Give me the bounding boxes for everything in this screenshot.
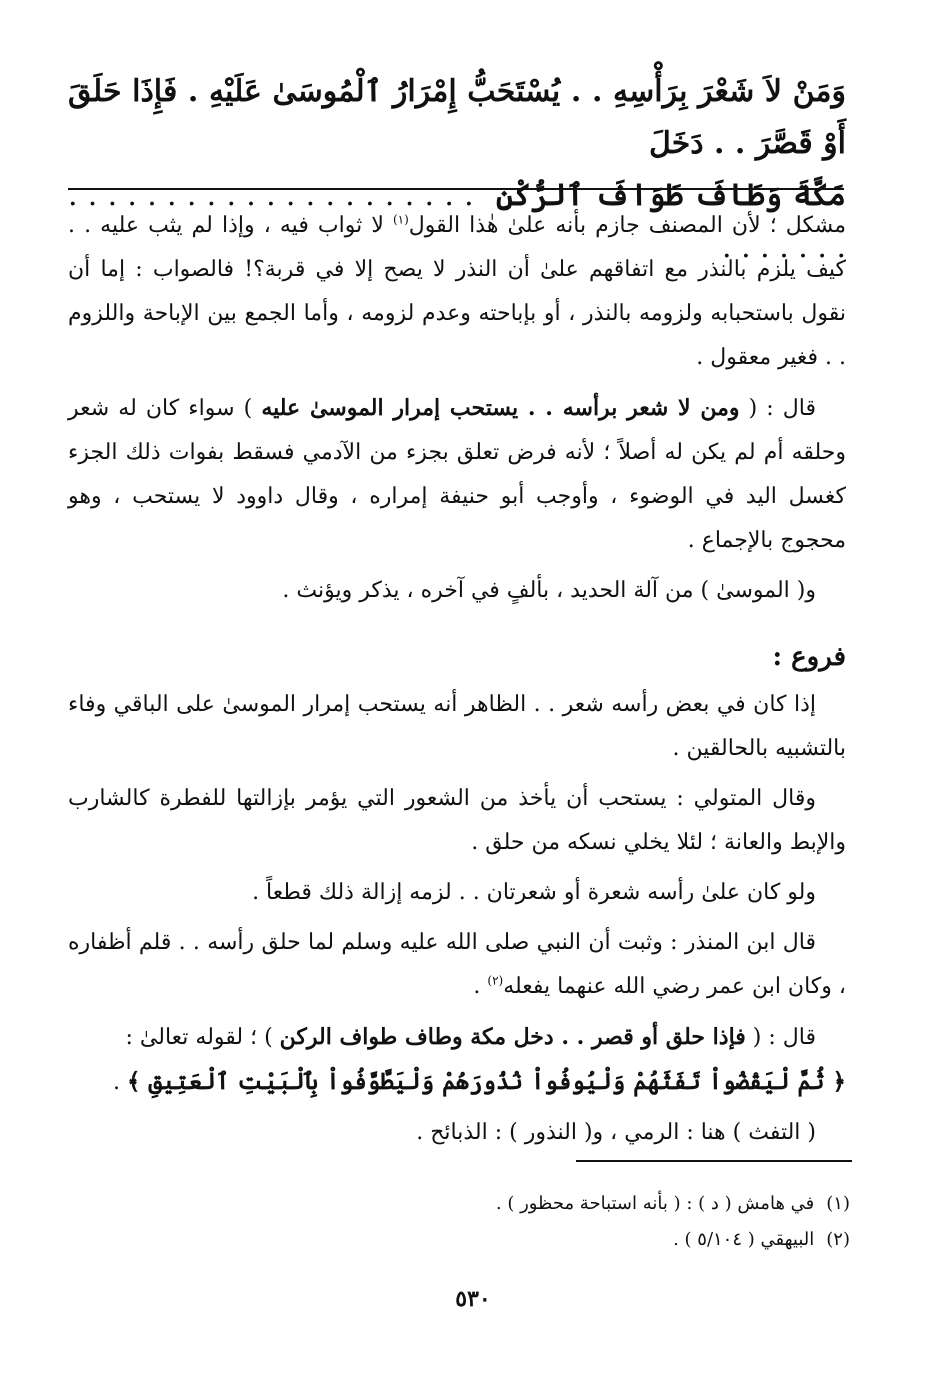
commentary-text [68,204,846,1161]
paragraph-8-quote: فإذا حلق أو قصر . . دخل مكة وطاف طواف الركن [279,1024,746,1050]
paragraph-3: و( الموسىٰ ) من آلة الحديد ، بألفٍ في آخره ، يذكر ويؤنث . [282,578,816,603]
matn-dots: . . . . . . . . . . . . . . . . . . . . . . . . . . . . [68,178,846,265]
paragraph-2-end: ) سواء كان له شعر وحلقه أم لم يكن له أصلاً ؛ لأنه فرض تعلق بجزء من الآدمي فسقط بفوات ذلك الجزء كغسل اليد في الوضوء ، وأوجب أبو حنيفة إمراره ، وقال داوود لا يستحب ، وهو محجوج بالإجماع . [68,396,846,553]
page-number: ٥٣٠ [455,1286,491,1312]
paragraph-6: ولو كان علىٰ رأسه شعرة أو شعرتان . . لزمه إزالة ذلك قطعاً . [252,880,816,905]
footnote-2-text: البيهقي ( ٥/١٠٤ ) . [673,1229,815,1250]
footnote-2 [68,1222,850,1258]
paragraph-2 [68,386,846,563]
paragraph-7-start: قال ابن المنذر : وثبت أن النبي صلى الله عليه وسلم لما حلق رأسه . . قلم أظفاره ، وكان ابن عمر رضي الله عنهما يفعله [68,930,846,999]
footnotes [68,1186,850,1258]
paragraph-1-end: لا ثواب فيه ، وإذا لم يثب عليه . . كيف يلزم بالنذر مع اتفاقهم علىٰ أن النذر لا يصح إلا في قربة؟! فالصواب : إما أن نقول باستحبابه ولزومه بالنذر ، أو بإباحته وعدم لزومه ، وأما الجمع بين الإباحة واللزوم . . فغير معقول . [68,213,846,370]
paragraph-1-start: مشكل ؛ لأن المصنف جازم بأنه علىٰ هٰذا القول [408,213,846,238]
footnote-2-number: (٢) [826,1229,850,1250]
footnote-1-number: (١) [826,1193,850,1214]
paragraph-8-end: ) ؛ لقوله تعالىٰ : [125,1025,280,1050]
footnote-1 [68,1186,850,1222]
footnote-divider [576,1160,852,1162]
paragraph-7-end: . [473,974,488,999]
paragraph-5: وقال المتولي : يستحب أن يأخذ من الشعور التي يؤمر بإزالتها للفطرة كالشارب والإبط والعانة ؛ لئلا يخلي نسكه من حلق . [68,786,846,855]
paragraph-1 [68,204,846,380]
paragraph-8 [68,1015,846,1105]
matn-line-1: وَمَنْ لاَ شَعْرَ بِرَأْسِهِ . . يُسْتَحَبُّ إِمْرَارُ ٱلْمُوسَىٰ عَلَيْهِ . فَإِذَا حَلَقَ أَوْ قَصَّرَ . . دَخَلَ [68,74,846,161]
footnote-ref-2: (٢) [487,973,504,988]
matn-divider [68,188,844,190]
paragraph-7 [68,921,846,1009]
paragraph-4: إذا كان في بعض رأسه شعر . . الظاهر أنه يستحب إمرار الموسىٰ على الباقي وفاء بالتشبيه بالحالقين . [68,692,846,761]
paragraph-2-quote: ومن لا شعر برأسه . . يستحب إمرار الموسىٰ عليه [261,395,740,421]
footnote-1-text: في هامش ( د ) : ( بأنه استباحة محظور ) . [495,1193,815,1214]
paragraph-8-start: قال : ( [745,1025,816,1050]
section-heading: فروع : [772,642,846,672]
quran-verse-end: . [113,1070,128,1095]
paragraph-2-start: قال : ( [739,396,816,421]
quran-verse: ﴿ ثُمَّ لْيَقْضُواْ تَفَثَهُمْ وَلْيُوفُواْ نُذُورَهُمْ وَلْيَطَّوَّفُواْ بِٱلْبَيْتِ ٱلْعَتِيقِ ﴾ [127,1068,846,1095]
paragraph-9: ( التفث ) هنا : الرمي ، و( النذور ) : الذبائح . [416,1120,816,1145]
matn-line-2-text: مَكَّةَ وَطَافَ طَوَافَ ٱلرُّكْنِ [496,178,846,213]
footnote-ref-1: (١) [392,212,409,227]
